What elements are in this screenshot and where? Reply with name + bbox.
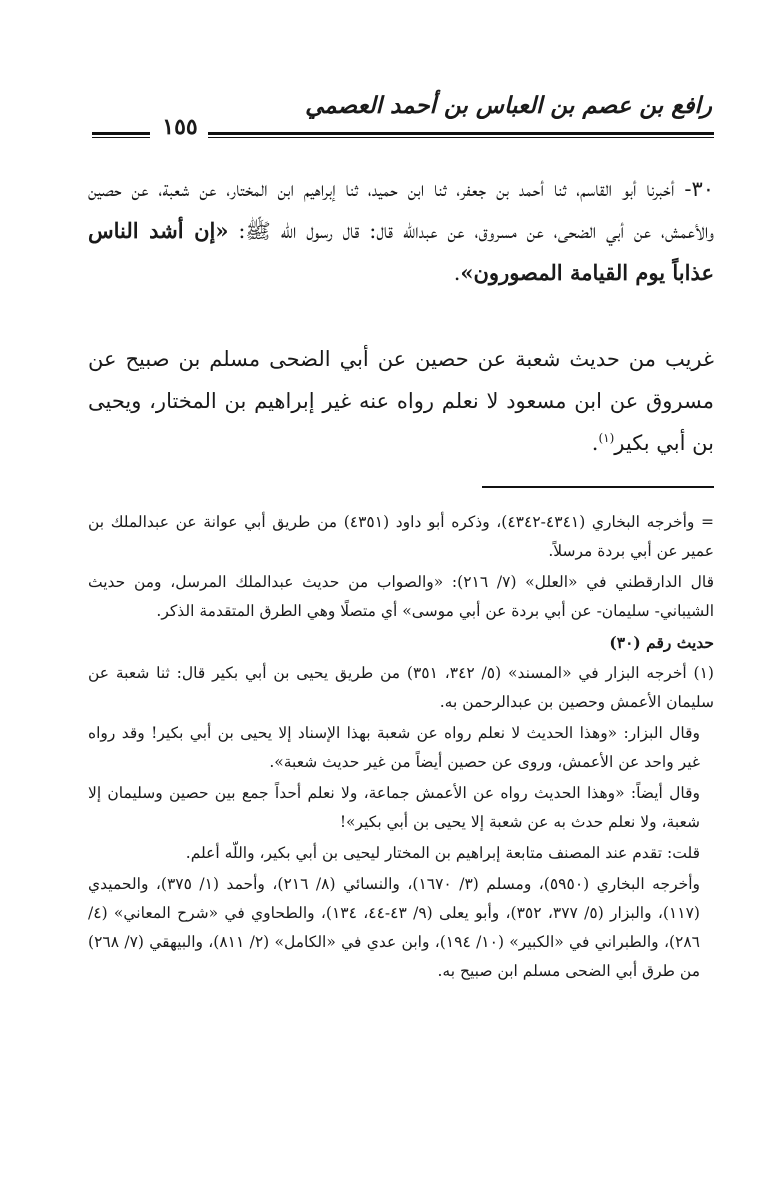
- footnote-heading: حديث رقم (٣٠): [609, 633, 714, 652]
- footnote-takhrij: وأخرجه البخاري (٥٩٥٠)، ومسلم (٣/ ١٦٧٠)، والنسائي (٨/ ٢١٦)، وأحمد (١/ ٣٧٥)، والحميدي (١١٧)، والبزار (٥/ ٣٧٧، ٣٥٢)، وأبو يعلى (٩/ ٤٣-٤٤، ١٣٤)، والطحاوي في «شرح المعاني» (٤/ ٢٨٦)، والطبراني في «الكبير» (١٠/ ١٩٤)، وابن عدي في «الكامل» (٢/ ٨١١)، والبيهقي (٧/ ٢٦٨) من طرق أبي الضحى مسلم ابن صبيح به.: [88, 875, 700, 980]
- footnote-daraqutni: قال الدارقطني في «العلل» (٧/ ٢١٦): «والصواب من حديث عبدالملك المرسل، ومن حديث الشيباني- سليمان- عن أبي بردة عن أبي موسى» أي متصلًا وهي الطرق المتقدمة الذكر.: [88, 573, 715, 620]
- hadith-end: .: [453, 261, 461, 285]
- footnotes: [88, 508, 714, 988]
- hadith-isnad: ٣٠- أخبرنا أبو القاسم، ثنا أحمد بن جعفر، ثنا ابن حميد، ثنا إبراهيم ابن المختار، عن شعبة، عن حصين والأعمش، عن أبي الضحى، عن مسروق، عن عبداللّه قال: قال رسول اللّه ﷺ:: [88, 177, 714, 243]
- header-rule-left: [92, 132, 150, 138]
- hadith-matn: «إن أشد الناس عذاباً يوم القيامة المصورون»: [88, 218, 714, 285]
- footnote-bazzar-1: وقال البزار: «وهذا الحديث لا نعلم رواه عن شعبة بهذا الإسناد إلا يحيى بن أبي بكير! وقد رواه غير واحد عن الأعمش، وروى عن حصين أيضاً من غير حديث شعبة».: [88, 724, 700, 771]
- footnote-carry-over: = وأخرجه البخاري (٤٣٤١-٤٣٤٢)، وذكره أبو داود (٤٣٥١) من طريق أبي عوانة عن عبدالملك بن عمير عن أبي بردة مرسلاً.: [88, 513, 715, 560]
- page-number: ١٥٥: [162, 114, 198, 140]
- hadith-paragraph: [88, 168, 714, 294]
- footnote-divider: [482, 486, 714, 488]
- footnote-marker[interactable]: (١): [598, 431, 615, 445]
- footnote-1: (١) أخرجه البزار في «المسند» (٥/ ٣٤٢، ٣٥١) من طريق يحيى بن أبي بكير قال: ثنا شعبة عن سليمان الأعمش وحصين بن عبدالرحمن به.: [88, 664, 714, 711]
- running-head: رافع بن عصم بن العباس بن أحمد العصمي: [305, 92, 712, 119]
- footnote-qultu: قلت: تقدم عند المصنف متابعة إبراهيم بن المختار ليحيى بن أبي بكير، واللّه أعلم.: [185, 844, 700, 862]
- footnote-bazzar-2: وقال أيضاً: «وهذا الحديث رواه عن الأعمش جماعة، ولا نعلم أحداً جمع بين حصين وسليمان إلا شعبة، ولا نعلم حدث به عن شعبة إلا يحيى بن أبي بكير»!: [88, 784, 700, 831]
- header-rule-right: [208, 132, 714, 138]
- commentary-end: .: [591, 431, 599, 455]
- commentary-text: غريب من حديث شعبة عن حصين عن أبي الضحى مسلم بن صبيح عن مسروق عن ابن مسعود لا نعلم رواه عنه غير إبراهيم بن المختار، ويحيى بن أبي بكير: [88, 347, 714, 455]
- commentary-paragraph: [88, 338, 714, 464]
